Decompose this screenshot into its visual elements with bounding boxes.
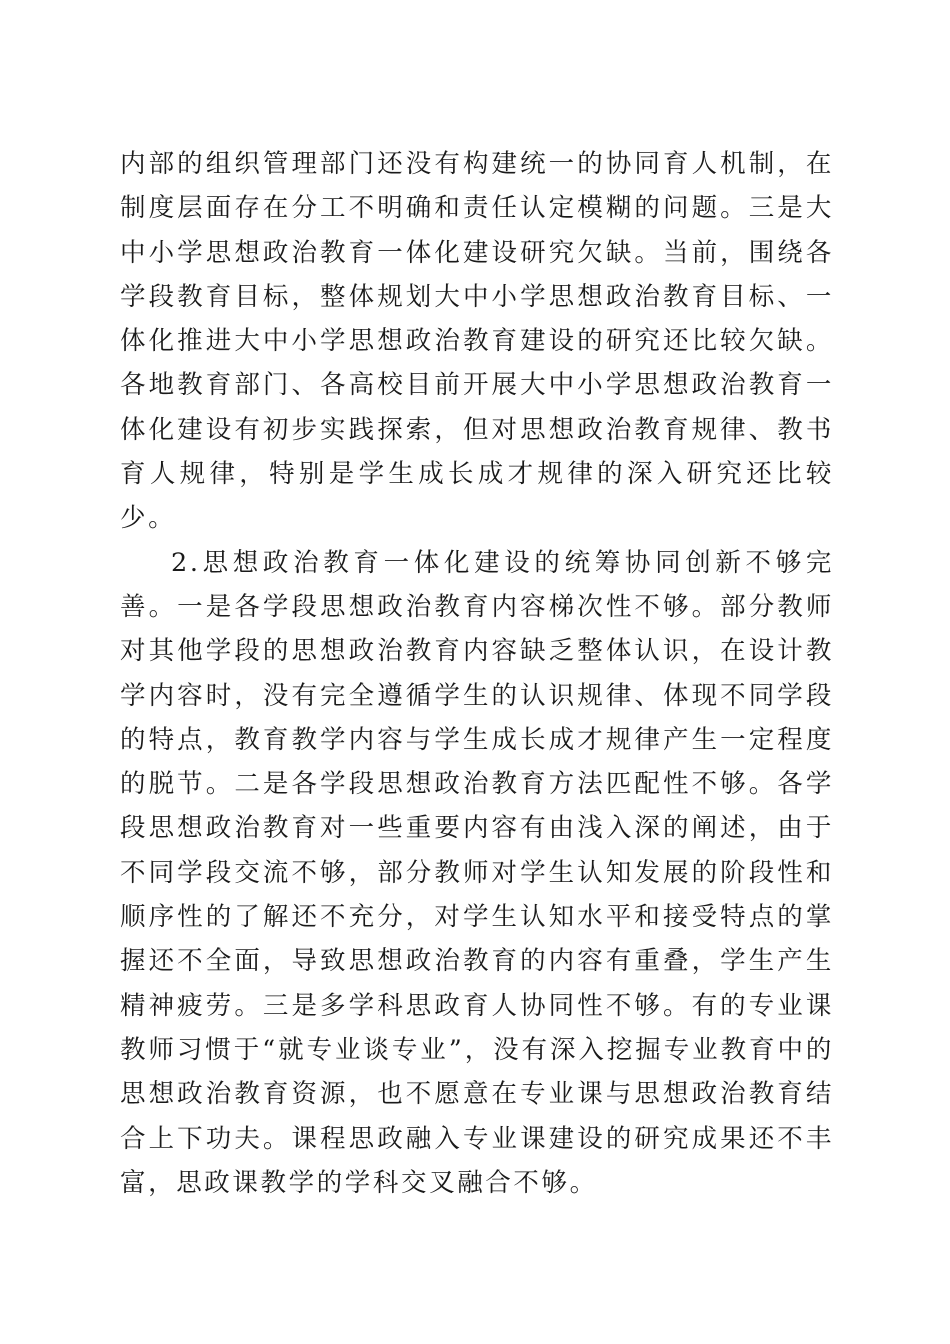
paragraph-continuation: 内部的组织管理部门还没有构建统一的协同育人机制，在制度层面存在分工不明确和责任认定模糊的问题。三是大中小学思想政治教育一体化建设研究欠缺。当前，围绕各学段教育目标，整体规划大中小学思想政治教育目标、一体化推进大中小学思想政治教育建设的研究还比较欠缺。各地教育部门、各高校目前开展大中小学思想政治教育一体化建设有初步实践探索，但对思想政治教育规律、教书育人规律，特别是学生成长成才规律的深入研究还比较少。 <box>120 149 834 534</box>
document-body <box>120 142 834 1205</box>
paragraph-section-2: 2.思想政治教育一体化建设的统筹协同创新不够完善。一是各学段思想政治教育内容梯次性不够。部分教师对其他学段的思想政治教育内容缺乏整体认识，在设计教学内容时，没有完全遵循学生的认识规律、体现不同学段的特点，教育教学内容与学生成长成才规律产生一定程度的脱节。二是各学段思想政治教育方法匹配性不够。各学段思想政治教育对一些重要内容有由浅入深的阐述，由于不同学段交流不够，部分教师对学生认知发展的阶段性和顺序性的了解还不充分，对学生认知水平和接受特点的掌握还不全面，导致思想政治教育的内容有重叠，学生产生精神疲劳。三是多学科思政育人协同性不够。有的专业课教师习惯于“就专业谈专业”，没有深入挖掘专业教育中的思想政治教育资源，也不愿意在专业课与思想政治教育结合上下功夫。课程思政融入专业课建设的研究成果还不丰富，思政课教学的学科交叉融合不够。 <box>120 547 834 1198</box>
